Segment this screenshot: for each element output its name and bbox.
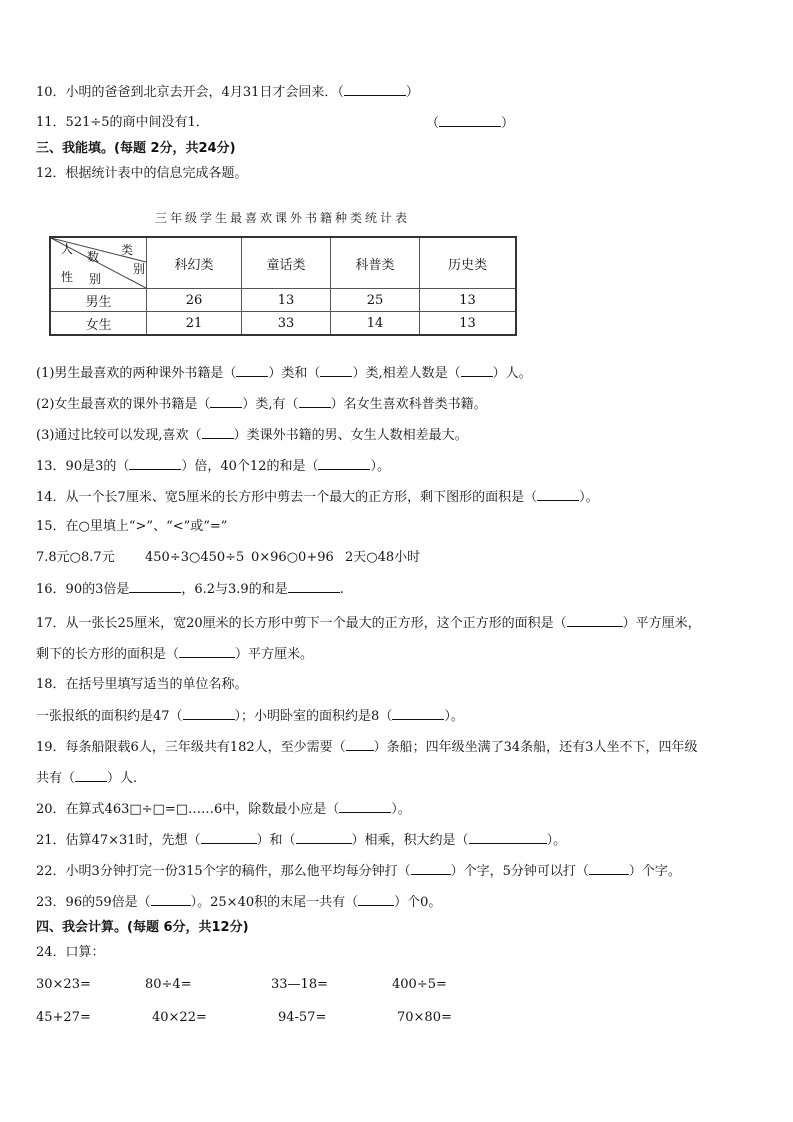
answer-blank[interactable] [346, 738, 374, 751]
section-3-heading: 三、我能填。(每题 2分，共24分) [36, 141, 236, 156]
stat-table [49, 236, 517, 336]
question-11-answer: （ ） [426, 116, 515, 131]
question-14: 14．从一个长7厘米、宽5厘米的长方形中剪去一个最大的正方形，剩下图形的面积是（ ）。 [36, 490, 599, 505]
question-12-2: (2)女生最喜欢的课外书籍是（ ）类,有（ ）名女生喜欢科普类书籍。 [36, 397, 487, 412]
answer-blank[interactable] [151, 893, 191, 906]
answer-blank[interactable] [589, 862, 629, 875]
answer-blank[interactable] [411, 862, 451, 875]
answer-blank[interactable] [202, 426, 234, 439]
question-22: 22．小明3分钟打完一份315个字的稿件，那么他平均每分钟打（ ）个字，5分钟可以打（ ）个字。 [36, 864, 681, 879]
answer-blank[interactable] [320, 364, 352, 377]
table-cell: 26 [147, 289, 242, 312]
answer-blank[interactable] [461, 364, 493, 377]
question-19: 19．每条船限载6人，三年级共有182人，至少需要（ ）条船；四年级坐满了34条船，还有3人坐不下，四年级 [36, 740, 698, 755]
table-header: 科普类 [331, 237, 420, 289]
calc-item: 94-57= [278, 1010, 327, 1025]
calc-item: 70×80= [397, 1010, 452, 1025]
question-23: 23．96的59倍是（ ）。25×40积的末尾一共有（ ）个0。 [36, 895, 442, 910]
calc-item: 33—18= [271, 977, 328, 992]
answer-blank[interactable] [129, 580, 181, 593]
section-4-heading: 四、我会计算。(每题 6分，共12分) [36, 920, 249, 935]
table-header: 童话类 [242, 237, 331, 289]
table-cell: 14 [331, 312, 420, 336]
table-cell: 33 [242, 312, 331, 336]
table-cell: 13 [420, 312, 517, 336]
answer-blank[interactable] [129, 457, 181, 470]
calc-item: 40×22= [152, 1010, 207, 1025]
question-10-text: 10．小明的爸爸到北京去开会，4月31日才会回来．（ [36, 85, 344, 100]
answer-blank[interactable] [439, 114, 501, 127]
question-13: 13．90是3的（ ）倍，40个12的和是（ ）。 [36, 459, 390, 474]
answer-blank[interactable] [288, 580, 340, 593]
question-17: 17．从一张长25厘米，宽20厘米的长方形中剪下一个最大的正方形，这个正方形的面积是（ ）平方厘米， [36, 616, 701, 631]
question-12-3: (3)通过比较可以发现,喜欢（ ）类课外书籍的男、女生人数相差最大。 [36, 428, 468, 443]
compare-item: 2天○48小时 [345, 550, 421, 565]
question-11-text: 11．521÷5的商中间没有1． [36, 115, 209, 130]
answer-blank[interactable] [296, 831, 352, 844]
table-cell: 13 [420, 289, 517, 312]
table-row [50, 289, 516, 312]
compare-item: 450÷3○450÷5 [145, 550, 245, 565]
table-cell: 21 [147, 312, 242, 336]
question-18-cont: 一张报纸的面积约是47（ ）；小明卧室的面积约是8（ ）。 [36, 709, 464, 724]
question-18: 18．在括号里填写适当的单位名称。 [36, 677, 248, 692]
answer-blank[interactable] [344, 83, 406, 96]
table-caption: 三年级学生最喜欢课外书籍种类统计表 [155, 211, 411, 225]
table-corner-cell: 人 数 类 别 性 别 [50, 237, 147, 289]
question-21: 21．估算47×31时，先想（ ）和（ ）相乘，积大约是（ ）。 [36, 833, 567, 848]
table-row [50, 312, 516, 336]
answer-blank[interactable] [210, 395, 242, 408]
answer-blank[interactable] [236, 364, 268, 377]
calc-item: 80÷4= [145, 977, 192, 992]
table-cell: 25 [331, 289, 420, 312]
answer-blank[interactable] [567, 614, 623, 627]
compare-item: 7.8元○8.7元 [36, 550, 115, 565]
question-12: 12．根据统计表中的信息完成各题。 [36, 166, 248, 181]
calc-item: 45+27= [36, 1010, 91, 1025]
table-cell: 13 [242, 289, 331, 312]
question-19-cont: 共有（ ）人. [36, 771, 138, 786]
answer-blank[interactable] [469, 831, 547, 844]
question-11 [36, 114, 209, 132]
question-16: 16．90的3倍是 ，6.2与3.9的和是 . [36, 582, 344, 597]
question-15: 15．在○里填上“>”、“<”或“=” [36, 519, 228, 534]
answer-blank[interactable] [537, 488, 579, 501]
question-17-cont: 剩下的长方形的面积是（ ）平方厘米。 [36, 647, 314, 662]
question-24: 24．口算： [36, 945, 105, 960]
question-20: 20．在算式463□÷□=□……6中，除数最小应是（ ）。 [36, 802, 411, 817]
compare-item: 0×96○0+96 [251, 550, 334, 565]
table-header: 科幻类 [147, 237, 242, 289]
answer-blank[interactable] [299, 395, 331, 408]
answer-blank[interactable] [392, 707, 444, 720]
answer-blank[interactable] [339, 800, 391, 813]
row-label: 女生 [50, 312, 147, 336]
question-12-1: (1)男生最喜欢的两种课外书籍是（ ）类和（ ）类,相差人数是（ ）人。 [36, 366, 532, 381]
table-header: 历史类 [420, 237, 517, 289]
answer-blank[interactable] [318, 457, 370, 470]
answer-blank[interactable] [358, 893, 394, 906]
row-label: 男生 [50, 289, 147, 312]
answer-blank[interactable] [183, 707, 235, 720]
answer-blank[interactable] [75, 769, 107, 782]
answer-blank[interactable] [201, 831, 257, 844]
calc-item: 400÷5= [392, 977, 447, 992]
calc-item: 30×23= [36, 977, 91, 992]
question-10: 10．小明的爸爸到北京去开会，4月31日才会回来．（ ） [36, 85, 419, 100]
answer-blank[interactable] [179, 645, 235, 658]
